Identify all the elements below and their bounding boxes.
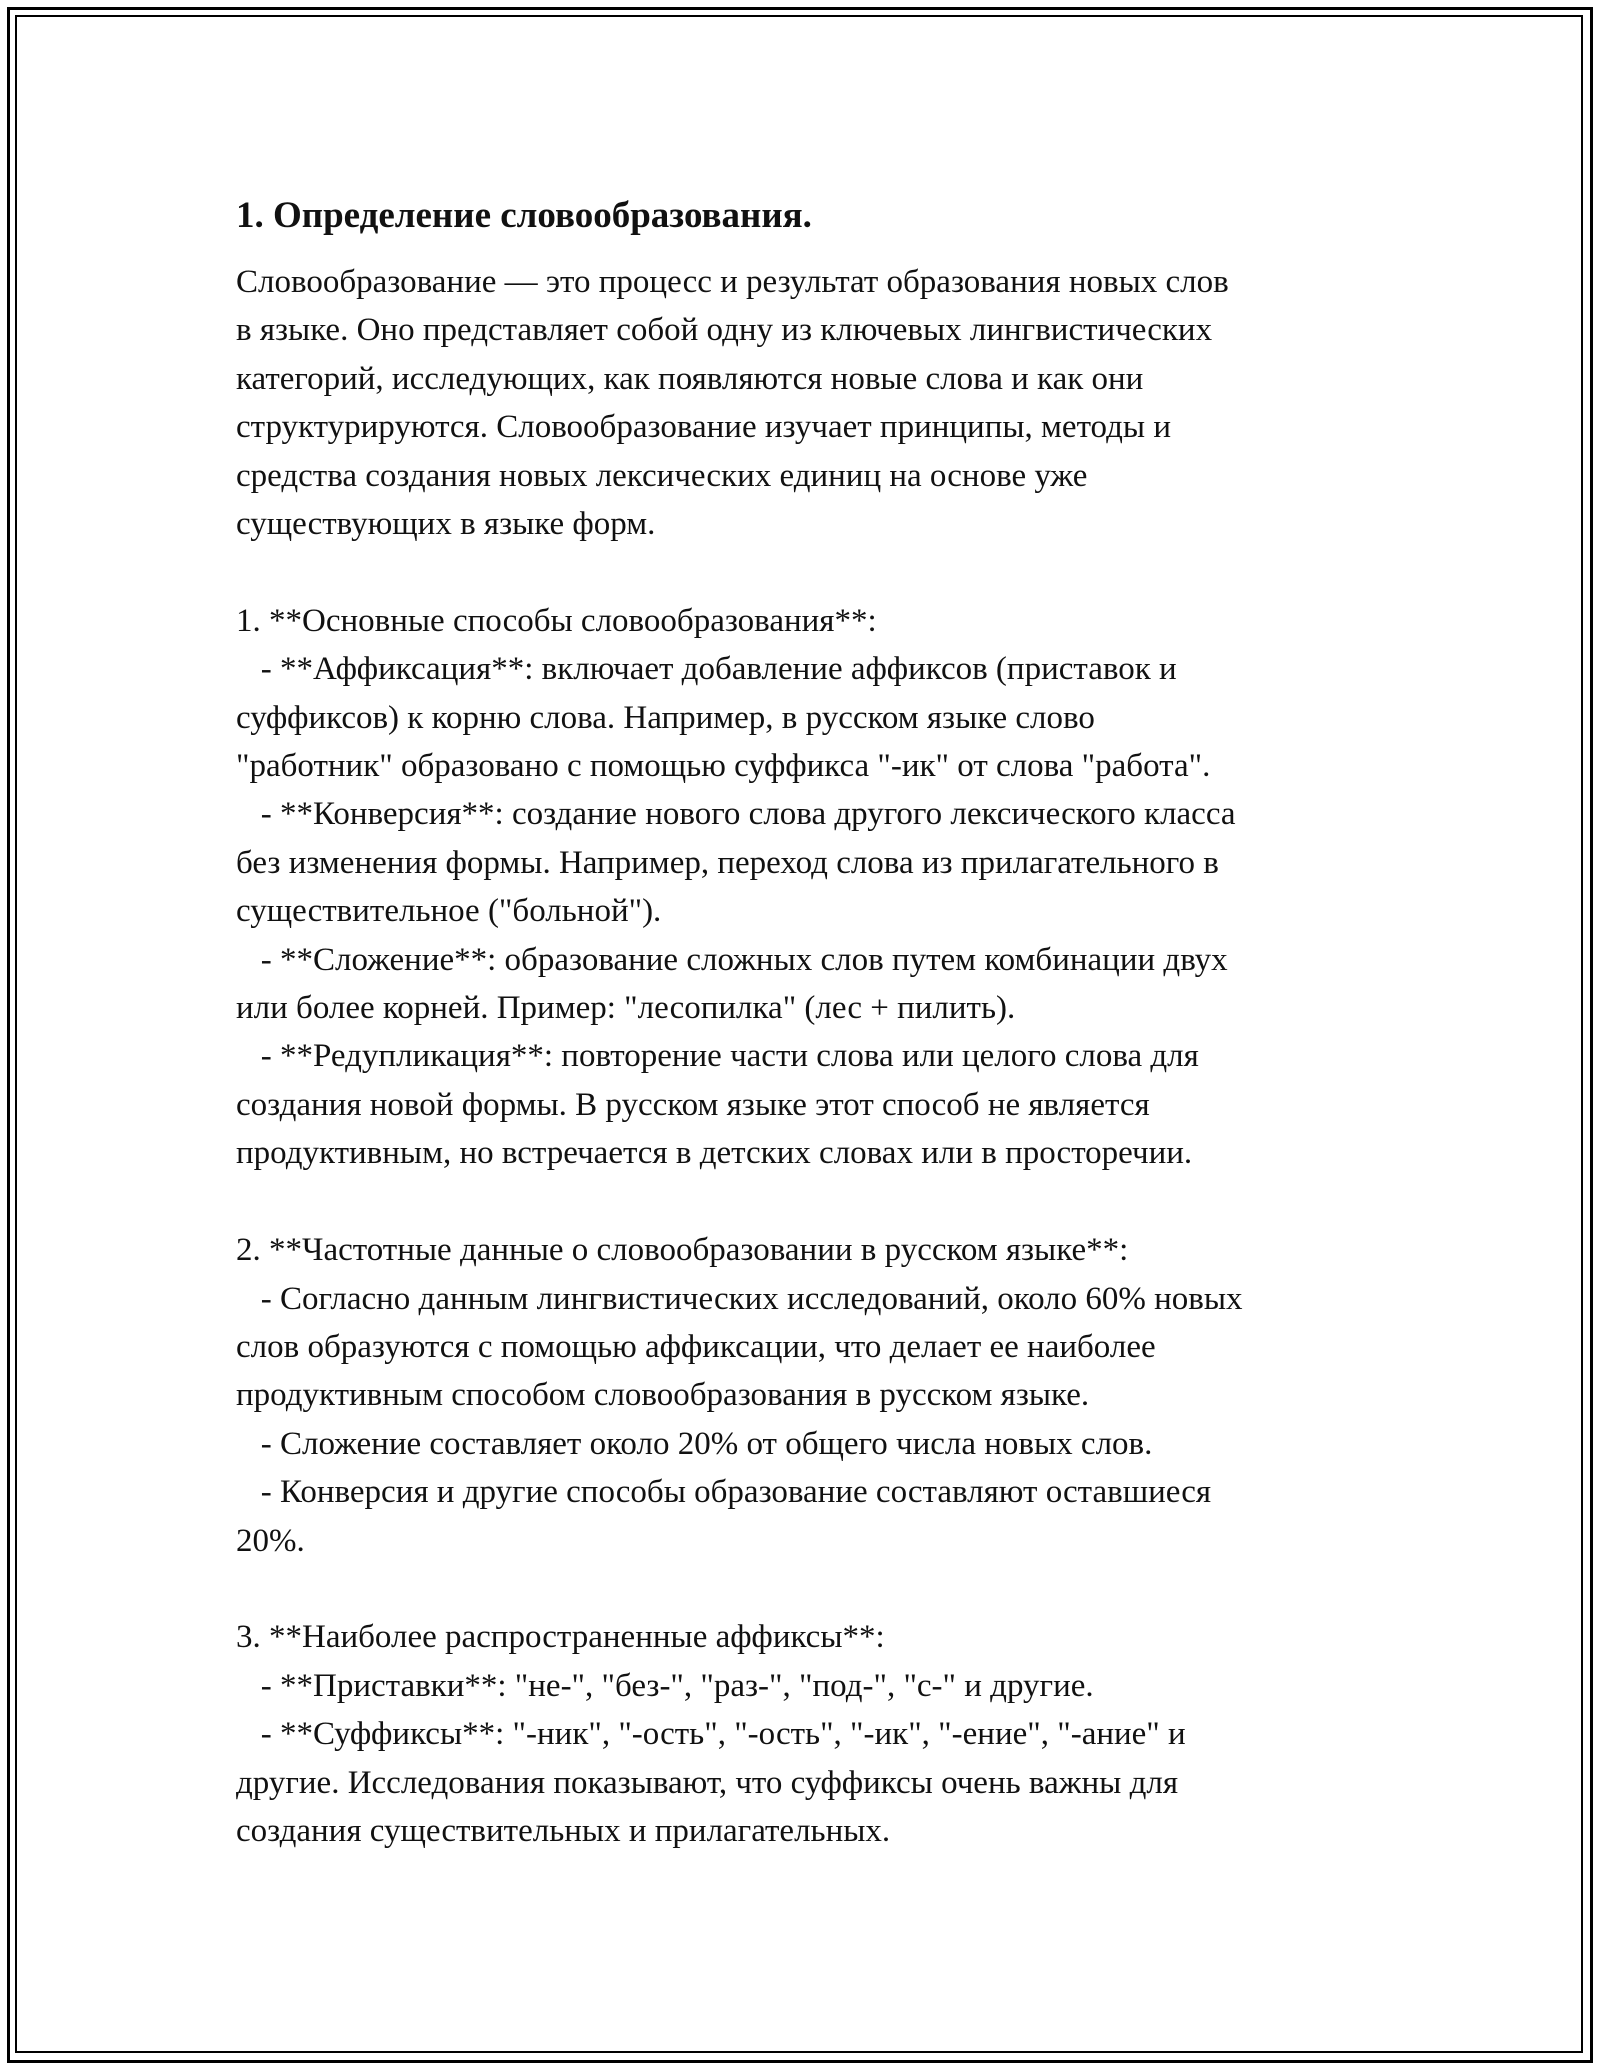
list-item-line: без изменения формы. Например, переход слова из прилагательного в: [236, 844, 1219, 881]
list-heading: 1. **Основные способы словообразования**:: [236, 602, 877, 639]
list-item-line: - **Конверсия**: создание нового слова другого лексического класса: [236, 796, 1236, 833]
text-line: в языке. Оно представляет собой одну из ключевых лингвистических: [236, 312, 1213, 349]
list-item-line: создания существительных и прилагательных.: [236, 1812, 891, 1849]
list-item-line: - Согласно данным лингвистических исследований, около 60% новых: [236, 1280, 1243, 1317]
list-item-line: суффиксов) к корню слова. Например, в русском языке слово: [236, 699, 1095, 736]
list-item-line: "работник" образовано с помощью суффикса "-ик" от слова "работа".: [236, 748, 1211, 785]
list-item-line: другие. Исследования показывают, что суффиксы очень важны для: [236, 1764, 1179, 1801]
text-line: средства создания новых лексических единиц на основе уже: [236, 457, 1088, 494]
list-item-line: или более корней. Пример: "лесопилка" (лес + пилить).: [236, 990, 1016, 1027]
list-section-word-formation-methods: [236, 597, 1386, 1178]
list-item-line: - **Приставки**: "не-", "без-", "раз-", "под-", "с-" и другие.: [236, 1667, 1094, 1704]
paragraph-gap: [236, 1565, 1386, 1613]
list-item-line: создания новой формы. В русском языке этот способ не является: [236, 1086, 1150, 1123]
list-item-line: - **Редупликация**: повторение части слова или целого слова для: [236, 1038, 1199, 1075]
section-heading: 1. Определение словообразования.: [236, 195, 812, 236]
text-line: структурируются. Словообразование изучает принципы, методы и: [236, 409, 1171, 446]
list-section-common-affixes: [236, 1613, 1386, 1855]
list-section-frequency-data: [236, 1226, 1386, 1565]
list-item-line: 20%.: [236, 1522, 305, 1559]
paragraph-gap: [236, 1178, 1386, 1226]
paragraph-gap: [236, 548, 1386, 596]
document-body: [236, 180, 1386, 1855]
list-item-line: - **Аффиксация**: включает добавление аффиксов (приставок и: [236, 651, 1177, 688]
list-heading: 3. **Наиболее распространенные аффиксы**:: [236, 1619, 885, 1656]
list-item-line: существительное ("больной").: [236, 893, 662, 930]
list-item-line: - Сложение составляет около 20% от общего числа новых слов.: [236, 1425, 1153, 1462]
text-line: существующих в языке форм.: [236, 506, 656, 543]
text-line: категорий, исследующих, как появляются новые слова и как они: [236, 360, 1144, 397]
list-item-line: - Конверсия и другие способы образование составляют оставшиеся: [236, 1474, 1212, 1511]
list-item-line: продуктивным способом словообразования в русском языке.: [236, 1377, 1090, 1414]
list-item-line: слов образуются с помощью аффиксации, что делает ее наиболее: [236, 1328, 1156, 1365]
list-heading: 2. **Частотные данные о словообразовании в русском языке**:: [236, 1232, 1129, 1269]
text-line: Словообразование — это процесс и результат образования новых слов: [236, 264, 1229, 300]
intro-paragraph: [236, 258, 1386, 548]
list-item-line: продуктивным, но встречается в детских словах или в просторечии.: [236, 1135, 1193, 1172]
list-item-line: - **Суффиксы**: "-ник", "-ость", "-ость", "-ик", "-ение", "-ание" и: [236, 1716, 1186, 1753]
list-item-line: - **Сложение**: образование сложных слов путем комбинации двух: [236, 941, 1228, 978]
